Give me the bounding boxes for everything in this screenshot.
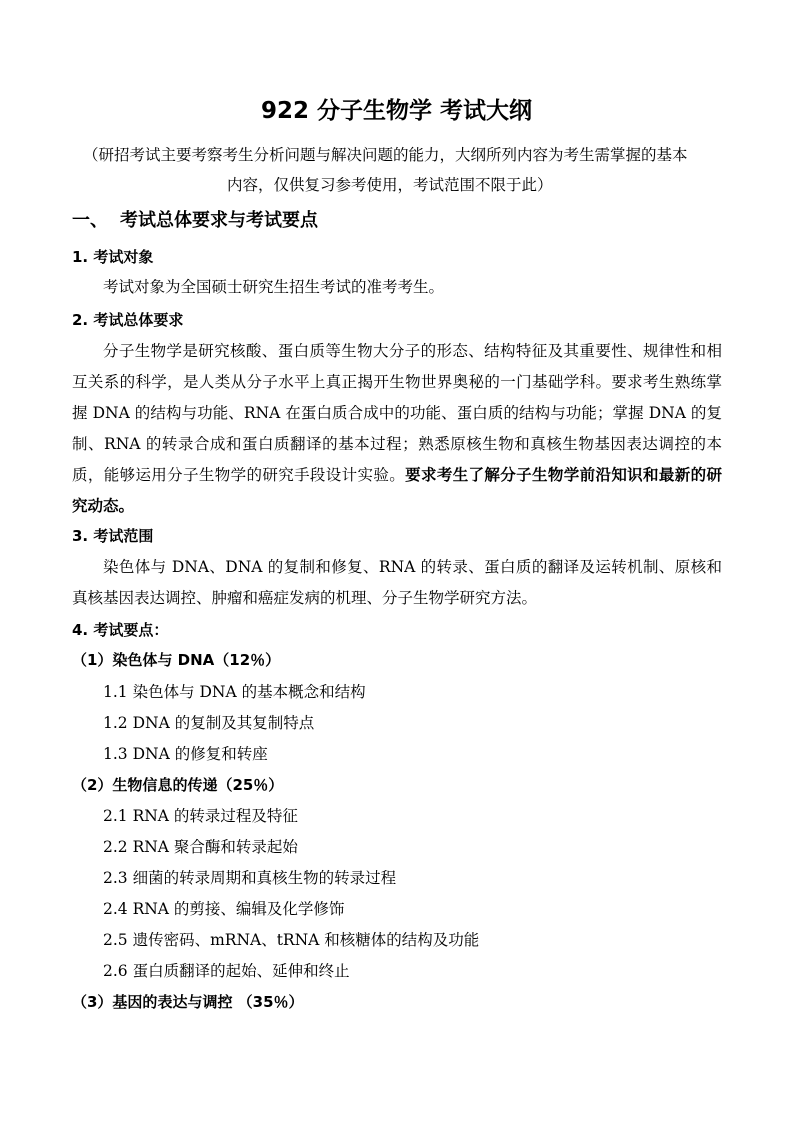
list-item: 2.2 RNA 聚合酶和转录起始 xyxy=(103,838,298,856)
heading-exam-scope: 3. 考试范围 xyxy=(72,527,154,545)
general-requirements-emphasis: 要求考生了解分子生物学前沿知识和最新的研究动态。 xyxy=(72,466,722,515)
paragraph-exam-scope: 染色体与 DNA、DNA 的复制和修复、RNA 的转录、蛋白质的翻译及运转机制、原核和真核基因表达调控、肿瘤和癌症发病的机理、分子生物学研究方法。 xyxy=(72,558,722,607)
paragraph-general-requirements xyxy=(72,336,722,522)
document-note-line-1: （研招考试主要考察考生分析问题与解决问题的能力，大纲所列内容为考生需掌握的基本 xyxy=(83,146,688,164)
section-heading xyxy=(72,207,318,235)
list-item: 1.2 DNA 的复制及其复制特点 xyxy=(103,714,315,732)
list-item: 1.1 染色体与 DNA 的基本概念和结构 xyxy=(103,683,366,701)
list-item: 2.1 RNA 的转录过程及特征 xyxy=(103,807,298,825)
group-title: （3）基因的表达与调控 （35％） xyxy=(72,993,304,1011)
document-title: 922 分子生物学 考试大纲 xyxy=(260,98,533,124)
list-item: 2.5 遗传密码、mRNA、tRNA 和核糖体的结构及功能 xyxy=(103,931,480,949)
section-title: 考试总体要求与考试要点 xyxy=(120,210,318,231)
paragraph-exam-object: 考试对象为全国硕士研究生招生考试的准考考生。 xyxy=(103,278,445,296)
heading-exam-object: 1. 考试对象 xyxy=(72,248,154,266)
document-note-line-2: 内容，仅供复习参考使用，考试范围不限于此） xyxy=(227,176,553,194)
heading-general-requirements: 2. 考试总体要求 xyxy=(72,311,184,329)
list-item: 2.4 RNA 的剪接、编辑及化学修饰 xyxy=(103,900,345,918)
heading-exam-points: 4. 考试要点： xyxy=(72,621,169,639)
list-item: 2.3 细菌的转录周期和真核生物的转录过程 xyxy=(103,869,397,887)
group-title: （1）染色体与 DNA（12％） xyxy=(72,651,281,669)
general-requirements-text: 分子生物学是研究核酸、蛋白质等生物大分子的形态、结构特征及其重要性、规律性和相互关系的科学，是人类从分子水平上真正揭开生物世界奥秘的一门基础学科。要求考生熟练掌握 DNA 的结构与功能、RNA 在蛋白质合成中的功能、蛋白质的结构与功能；掌握 DNA 的复制、RNA 的转录合成和蛋白质翻译的基本过程；熟悉原核生物和真核生物基因表达调控的本质，能够运用分子生物学的研究手段设计实验。 xyxy=(72,342,722,484)
list-item: 1.3 DNA 的修复和转座 xyxy=(103,745,268,763)
group-title: （2）生物信息的传递（25％） xyxy=(72,776,284,794)
list-item: 2.6 蛋白质翻译的起始、延伸和终止 xyxy=(103,962,350,980)
section-number: 一、 xyxy=(72,210,108,231)
